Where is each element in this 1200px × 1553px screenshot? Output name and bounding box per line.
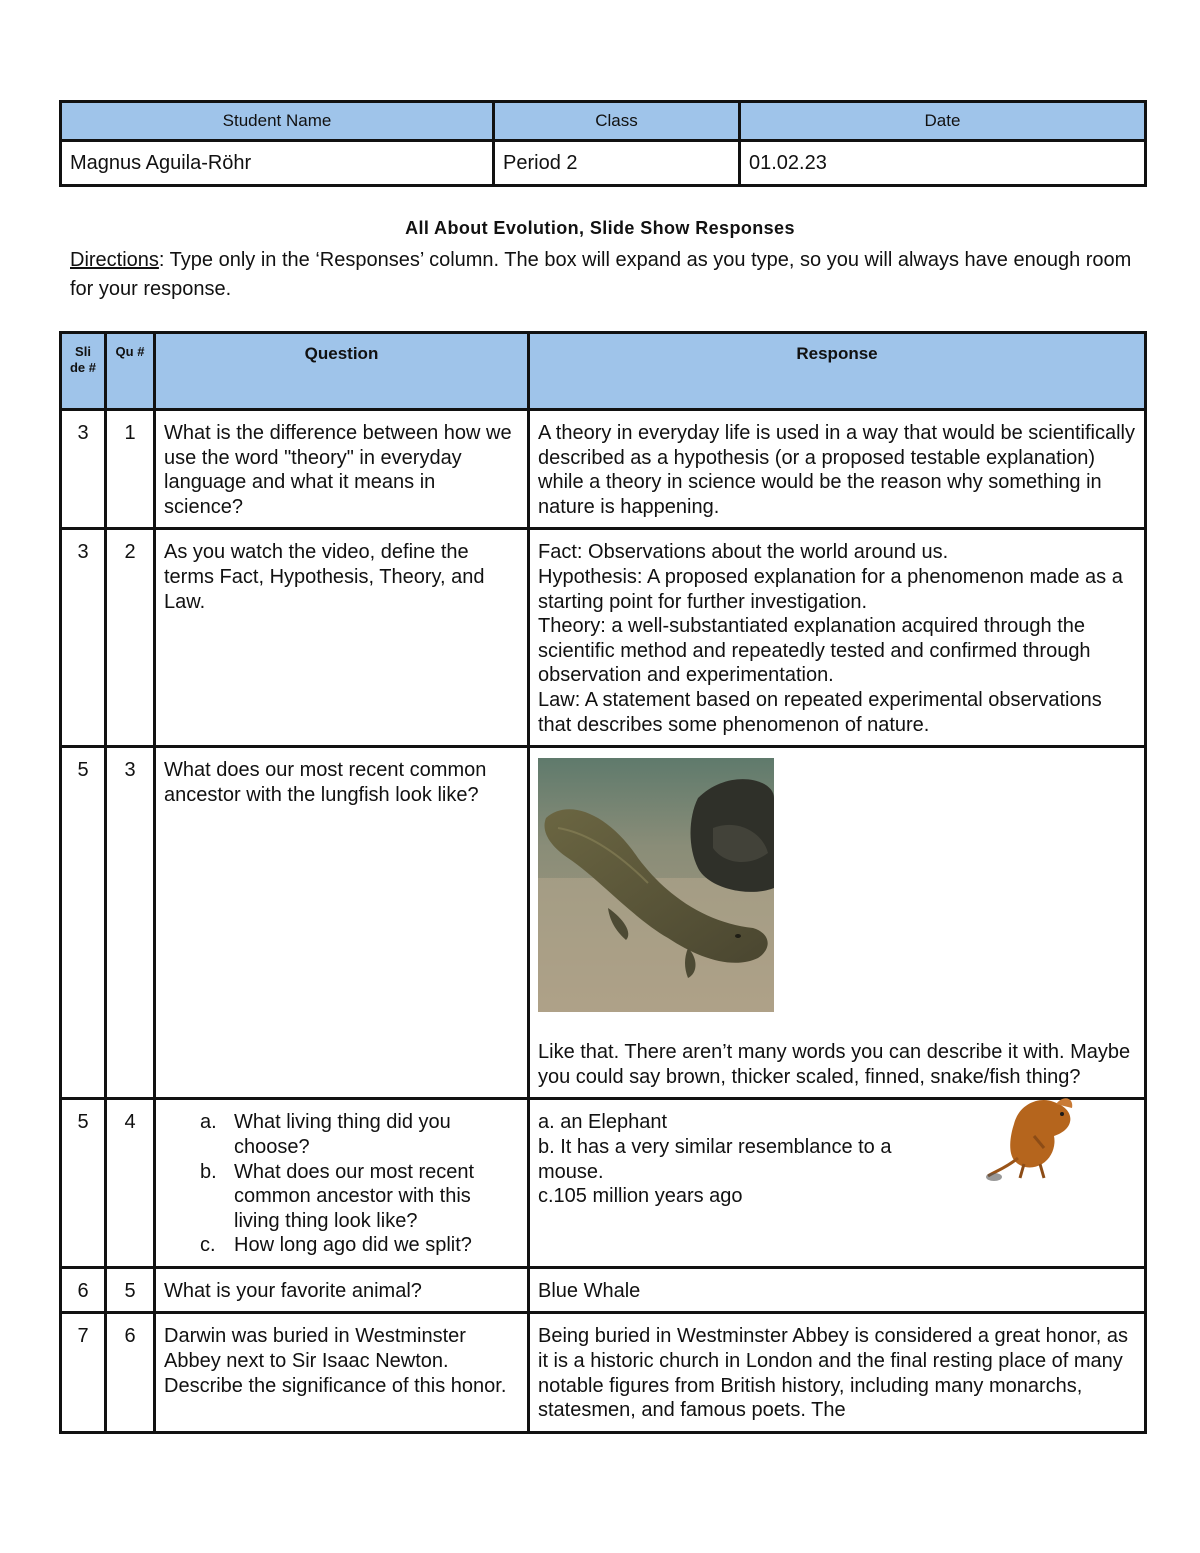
- response-line: Hypothesis: A proposed explanation for a phenomenon made as a starting point for further investigation.: [538, 565, 1123, 613]
- response-header: Response: [529, 333, 1146, 410]
- slide-number: 7: [61, 1313, 106, 1432]
- question-item-text: What does our most recent common ancestor with this living thing look like?: [234, 1160, 475, 1232]
- slide-number-header: Sli de #: [61, 333, 106, 410]
- question-number: 3: [106, 747, 155, 1099]
- question-item-text: How long ago did we split?: [234, 1234, 472, 1257]
- response-text[interactable]: [529, 747, 1146, 1099]
- slide-number: 3: [61, 410, 106, 529]
- directions-text: : Type only in the ‘Responses’ column. The box will expand as you type, so you will always have enough room for your response.: [70, 249, 1132, 300]
- response-text[interactable]: A theory in everyday life is used in a way that would be scientifically described as a hypothesis (or a proposed testable explanation) while a theory in science would be the reason why something in nature is happening.: [529, 410, 1146, 529]
- question-number-header: Qu #: [106, 333, 155, 410]
- class-header: Class: [494, 102, 740, 141]
- mouse-ancestor-illustration: [984, 1084, 1080, 1184]
- class-value[interactable]: Period 2: [494, 141, 740, 186]
- table-row: [61, 410, 1146, 529]
- slide-number: 5: [61, 747, 106, 1099]
- list-marker: c.: [200, 1234, 216, 1257]
- question-number: 6: [106, 1313, 155, 1432]
- question-text: What is the difference between how we use the word "theory" in everyday language and what it means in science?: [155, 410, 529, 529]
- date-header: Date: [740, 102, 1146, 141]
- response-line: Theory: a well-substantiated explanation acquired through the scientific method and repeatedly tested and confirmed through observation and experimentation.: [538, 615, 1091, 687]
- question-number: 1: [106, 410, 155, 529]
- question-number: 4: [106, 1099, 155, 1268]
- document-title: All About Evolution, Slide Show Responses: [405, 218, 795, 238]
- slide-number: 6: [61, 1267, 106, 1313]
- responses-table: [59, 331, 1147, 1434]
- response-line: Law: A statement based on repeated experimental observations that describes some phenomenon of nature.: [538, 688, 1102, 736]
- slide-number: 5: [61, 1099, 106, 1268]
- question-number: 2: [106, 529, 155, 747]
- question-text: What does our most recent common ancestor with the lungfish look like?: [155, 747, 529, 1099]
- response-text[interactable]: [529, 1099, 1146, 1268]
- question-number: 5: [106, 1267, 155, 1313]
- table-row: [61, 1267, 1146, 1313]
- list-marker: b.: [200, 1160, 217, 1183]
- table-row: [61, 529, 1146, 747]
- directions-label: Directions: [70, 249, 159, 271]
- lungfish-photo: [538, 758, 774, 1012]
- question-item: [200, 1233, 519, 1258]
- question-item: [200, 1110, 519, 1159]
- response-line: Fact: Observations about the world around us.: [538, 541, 949, 564]
- student-info-table: [59, 100, 1147, 187]
- table-row: [61, 1313, 1146, 1432]
- list-marker: a.: [200, 1111, 217, 1134]
- directions: [70, 246, 1140, 304]
- question-text: Darwin was buried in Westminster Abbey next to Sir Isaac Newton. Describe the significance of this honor.: [155, 1313, 529, 1432]
- table-row: [61, 747, 1146, 1099]
- student-name-value[interactable]: Magnus Aguila-Röhr: [61, 141, 494, 186]
- response-text[interactable]: Blue Whale: [529, 1267, 1146, 1313]
- response-text[interactable]: Being buried in Westminster Abbey is considered a great honor, as it is a historic church in London and the final resting place of many notable figures from British history, including many monarchs, statesmen, and famous poets. The: [529, 1313, 1146, 1432]
- question-item: [200, 1160, 519, 1234]
- student-name-header: Student Name: [61, 102, 494, 141]
- table-row: [61, 1099, 1146, 1268]
- response-line: c.105 million years ago: [538, 1185, 743, 1208]
- response-line: b. It has a very similar resemblance to a mouse.: [538, 1135, 892, 1183]
- slide-number: 3: [61, 529, 106, 747]
- question-text: As you watch the video, define the terms Fact, Hypothesis, Theory, and Law.: [155, 529, 529, 747]
- response-caption: Like that. There aren’t many words you can describe it with. Maybe you could say brown, thicker scaled, finned, snake/fish thing?: [538, 1041, 1131, 1088]
- question-list: [164, 1110, 519, 1258]
- table-header-row: [61, 333, 1146, 410]
- question-text: What is your favorite animal?: [155, 1267, 529, 1313]
- question-header: Question: [155, 333, 529, 410]
- question-item-text: What living thing did you choose?: [234, 1111, 451, 1158]
- question-text: [155, 1099, 529, 1268]
- response-text[interactable]: [529, 529, 1146, 747]
- date-value[interactable]: 01.02.23: [740, 141, 1146, 186]
- response-line: a. an Elephant: [538, 1111, 667, 1134]
